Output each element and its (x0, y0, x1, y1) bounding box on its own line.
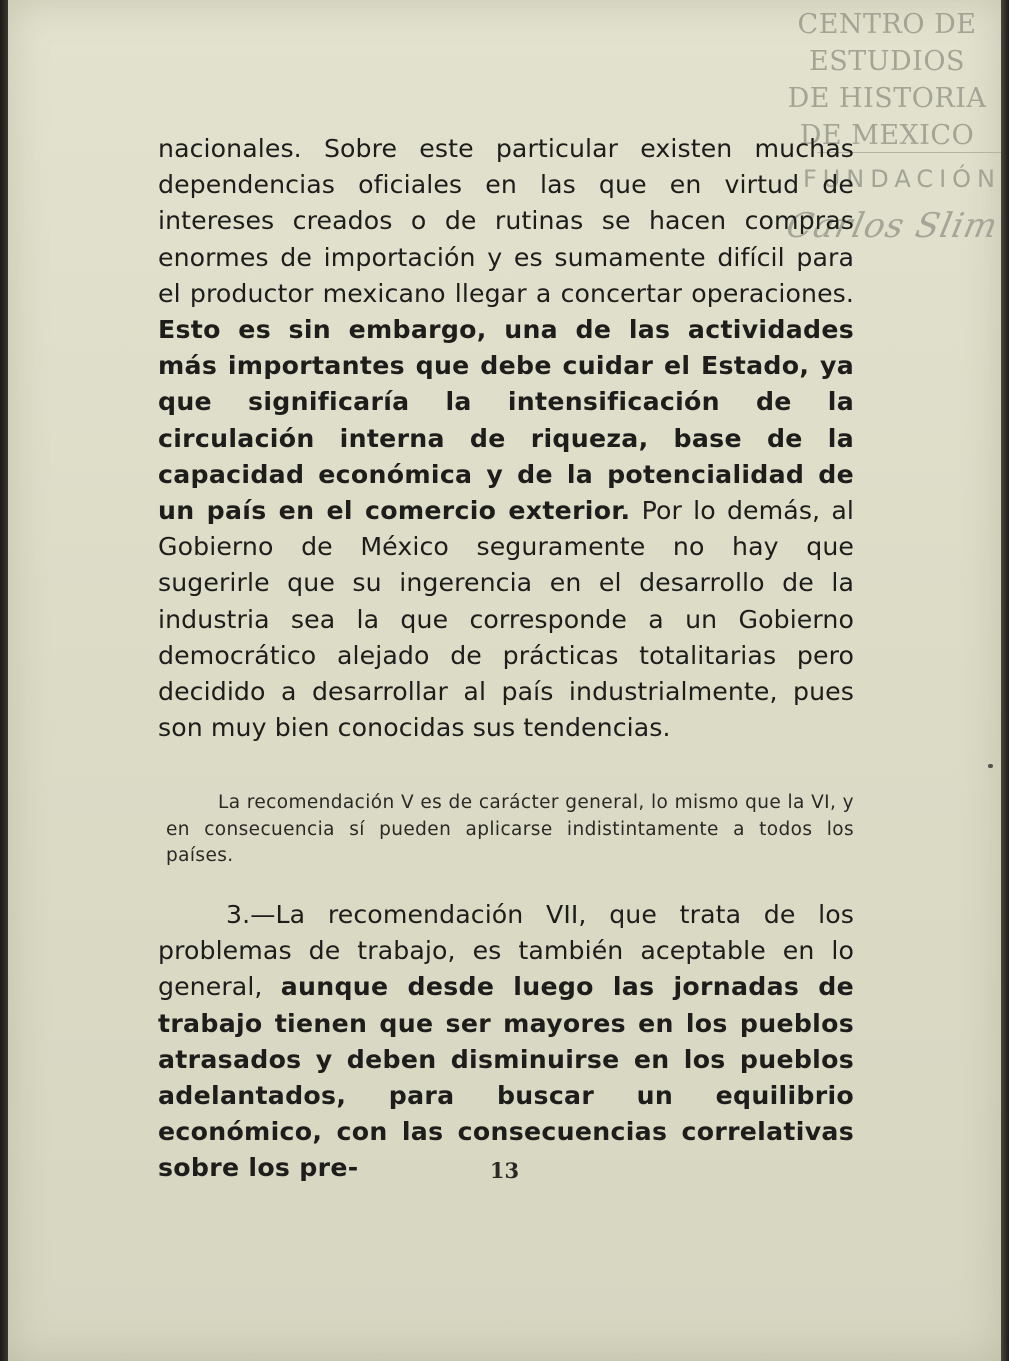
main-paragraph-text-1: nacionales. Sobre este particular existen muchas dependencias oficiales en las que en virtud de intereses creados o de rutinas se hacen compras enormes de importación y es sumamente difícil para el productor mexicano llegar a concertar operaciones. (158, 134, 854, 308)
paragraph-3-bold-text: aunque desde luego las jornadas de trabajo tienen que ser mayores en los pueblos atrasados y deben disminuirse en los pueblos adelantados, para buscar un equilibrio económico, con las consecuencias correlativas sobre los pre- (158, 972, 855, 1183)
watermark-foundation: FUNDACIÓN (802, 165, 1001, 193)
watermark-line-2: ESTUDIOS (809, 46, 965, 77)
watermark-line-3: DE HISTORIA (787, 83, 987, 114)
main-paragraph (158, 131, 854, 746)
scan-edge-right (1001, 0, 1009, 1361)
paragraph-3-text: 3.—La recomendación VII, que trata de los problemas de trabajo, es también aceptable en lo general, (158, 900, 854, 1002)
paragraph-recommendation-vii (158, 897, 854, 1187)
main-paragraph-bold-text: Esto es sin embargo, una de las actividades más importantes que debe cuidar el Estado, ya que significaría la intensificación de la circulación interna de riqueza, base de la capacidad económica y de la potencialidad de un país en el comercio exterior. (158, 315, 854, 526)
watermark-signature: Carlos Slim (782, 206, 1001, 246)
page-number: 13 (489, 1158, 520, 1183)
scan-edge-left (0, 0, 8, 1361)
scan-speck (988, 764, 993, 768)
main-paragraph-text-2: Por lo demás, al Gobierno de México seguramente no hay que sugerirle que su ingerencia en el desarrollo de la industria sea la que corresponde a un Gobierno democrático alejado de prácticas totalitarias pero decidido a desarrollar al país industrialmente, pues son muy bien conocidas sus tendencias. (158, 496, 855, 743)
watermark-line-1: CENTRO DE (797, 9, 977, 40)
recommendation-note: La recomendación V es de carácter general, lo mismo que la VI, y en consecuencia sí pueden aplicarse indistintamente a todos los países. (166, 792, 854, 866)
watermark-line-4: DE MEXICO (799, 120, 975, 151)
document-page (8, 0, 1001, 1361)
